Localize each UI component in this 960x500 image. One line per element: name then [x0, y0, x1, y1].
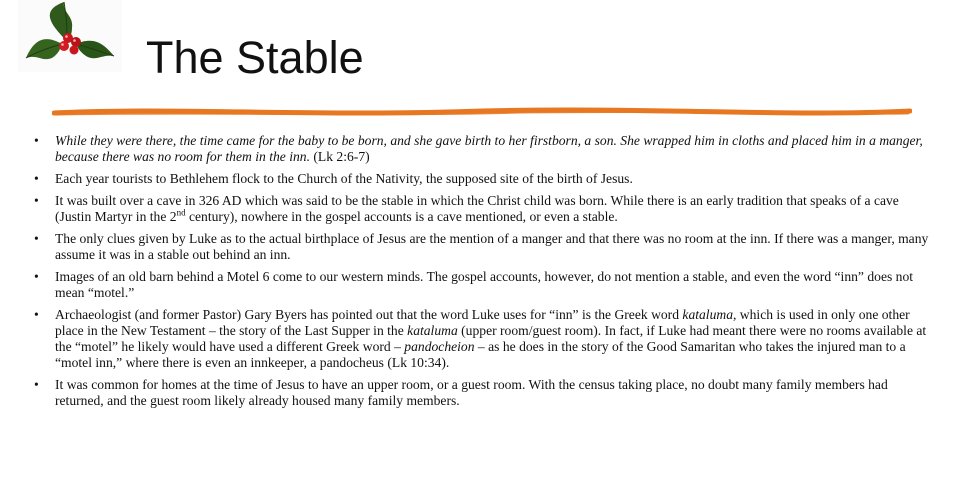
- ordinal-superscript: nd: [176, 207, 186, 218]
- bullet-text: – as he does in the story of the Good Samaritan who takes the injured man to a “motel inn,” where there is even an innkeeper, a pandocheus (Lk 10:34).: [55, 339, 906, 370]
- scripture-reference: (Lk 2:6-7): [313, 149, 370, 164]
- bullet-list: [34, 133, 930, 415]
- greek-word: pandocheion: [404, 339, 475, 354]
- bullet-icon: •: [34, 307, 39, 322]
- slide-title: The Stable: [146, 32, 364, 83]
- bullet-icon: •: [34, 171, 39, 186]
- list-item: [34, 269, 930, 301]
- bullet-text: , which is used in only one other place in the New Testament – the story of the Last Supper in the: [55, 307, 910, 338]
- bullet-text: Images of an old barn behind a Motel 6 come to our western minds. The gospel accounts, however, do not mention a stable, and even the word “inn” does not mean “motel.”: [55, 269, 914, 300]
- divider-brush-stroke: [52, 104, 912, 122]
- bullet-text: The only clues given by Luke as to the actual birthplace of Jesus are the mention of a manger and that there was no room at the inn. If there was a manger, many assume it was in a stable out behind an inn.: [55, 231, 929, 262]
- bullet-text: It was built over a cave in 326 AD which was said to be the stable in which the Christ child was born. While there is an early tradition that speaks of a cave (Justin Martyr in the 2: [55, 193, 899, 224]
- bullet-text: century), nowhere in the gospel accounts is a cave mentioned, or even a stable.: [185, 209, 618, 224]
- list-item: [34, 231, 930, 263]
- greek-word: kataluma: [407, 323, 458, 338]
- list-item: [34, 171, 930, 187]
- scripture-quote: While they were there, the time came for the baby to be born, and she gave birth to her firstborn, a son. She wrapped him in cloths and placed him in a manger, because there was no room for them in the inn.: [55, 133, 923, 164]
- list-item: [34, 377, 930, 409]
- bullet-icon: •: [34, 231, 39, 246]
- list-item: [34, 307, 930, 371]
- list-item: [34, 133, 930, 165]
- bullet-text: Archaeologist (and former Pastor) Gary Byers has pointed out that the word Luke uses for “inn” is the Greek word: [55, 307, 683, 322]
- list-item: [34, 193, 930, 225]
- bullet-text: Each year tourists to Bethlehem flock to the Church of the Nativity, the supposed site of the birth of Jesus.: [55, 171, 633, 186]
- greek-word: kataluma: [682, 307, 733, 322]
- bullet-icon: •: [34, 193, 39, 208]
- bullet-icon: •: [34, 377, 39, 392]
- bullet-text: (upper room/guest room). In fact, if Luke had meant there were no rooms available at the “motel” he likely would have used a different Greek word –: [55, 323, 927, 354]
- bullet-text: It was common for homes at the time of Jesus to have an upper room, or a guest room. With the census taking place, no doubt many family members had returned, and the guest room likely already housed many family members.: [55, 377, 888, 408]
- holly-icon: [18, 0, 122, 72]
- bullet-icon: •: [34, 269, 39, 284]
- bullet-icon: •: [34, 133, 39, 148]
